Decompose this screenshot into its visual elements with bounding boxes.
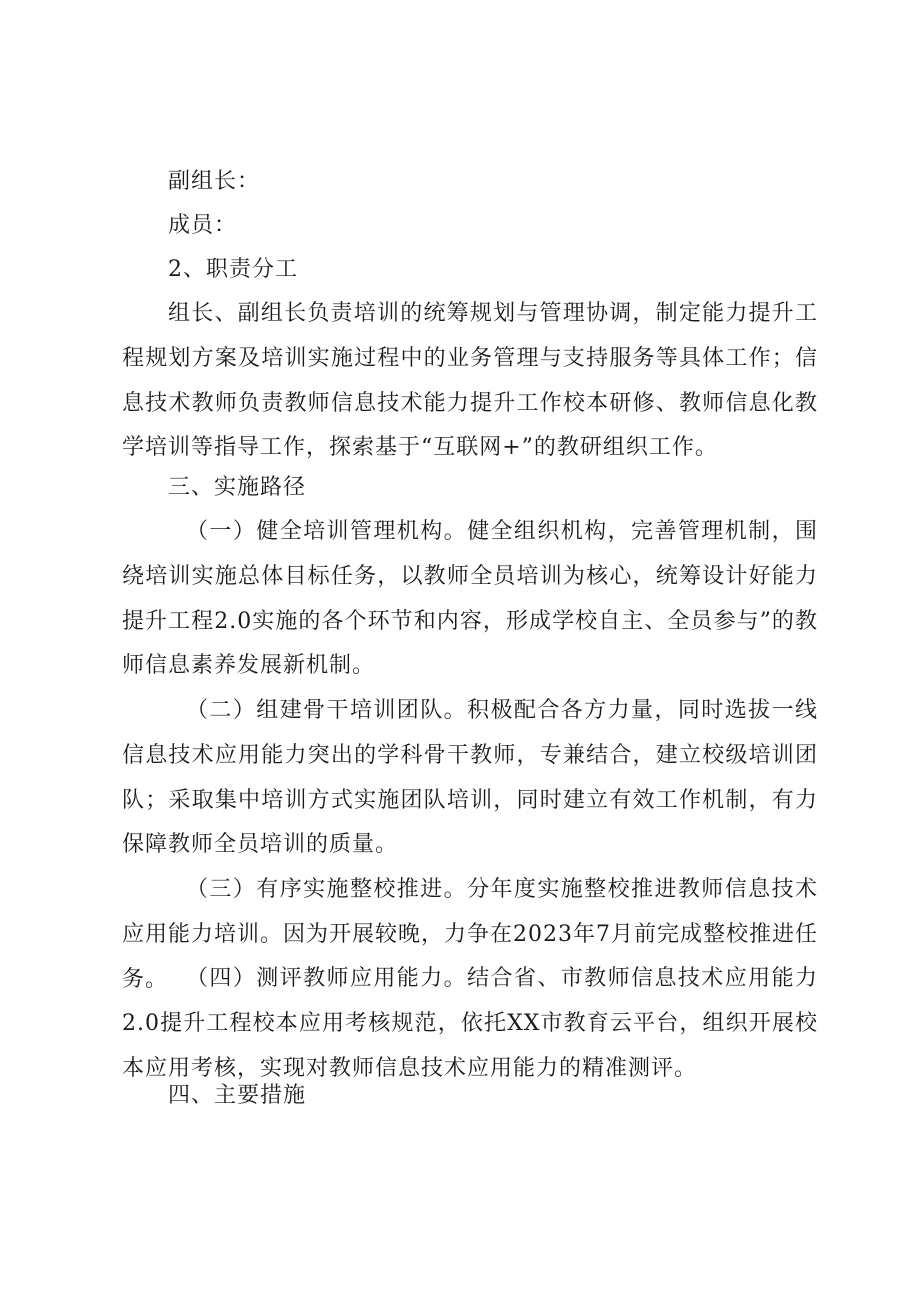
members-label: 成员：: [168, 213, 238, 238]
section-heading-duties: 2、职责分工: [168, 257, 298, 282]
section-heading-implementation: 三、实施路径: [168, 475, 307, 500]
deputy-leader-label: 副组长：: [168, 169, 261, 194]
path-4-paragraph: （四）测评教师应用能力。结合省、市教师信息技术应用能力2.0提升工程校本应用考核规范，依托XX市教育云平台，组织开展校本应用考核，实现对教师信息技术应用能力的精准测评。: [122, 966, 818, 1081]
path-1-paragraph: （一）健全培训管理机构。健全组织机构，完善管理机制，围绕培训实施总体目标任务，以教师全员培训为核心，统筹设计好能力提升工程2.0实施的各个环节和内容，形成学校自主、全员参与”的教师信息素养发展新机制。: [122, 519, 818, 679]
path-3-paragraph: （三）有序实施整校推进。分年度实施整校推进教师信息技术应用能力培训。因为开展较晚，力争在2023年7月前完成整校推进任务。: [122, 877, 818, 992]
section-heading-measures: 四、主要措施: [168, 1083, 307, 1108]
path-2-paragraph: （二）组建骨干培训团队。积极配合各方力量，同时选拔一线信息技术应用能力突出的学科骨干教师，专兼结合，建立校级培训团队；采取集中培训方式实施团队培训，同时建立有效工作机制，有力保障教师全员培训的质量。: [122, 698, 818, 858]
duties-paragraph: 组长、副组长负责培训的统筹规划与管理协调，制定能力提升工程规划方案及培训实施过程中的业务管理与支持服务等具体工作；信息技术教师负责教师信息技术能力提升工作校本研修、教师信息化教学培训等指导工作，探索基于“互联网+”的教研组织工作。: [122, 301, 818, 461]
